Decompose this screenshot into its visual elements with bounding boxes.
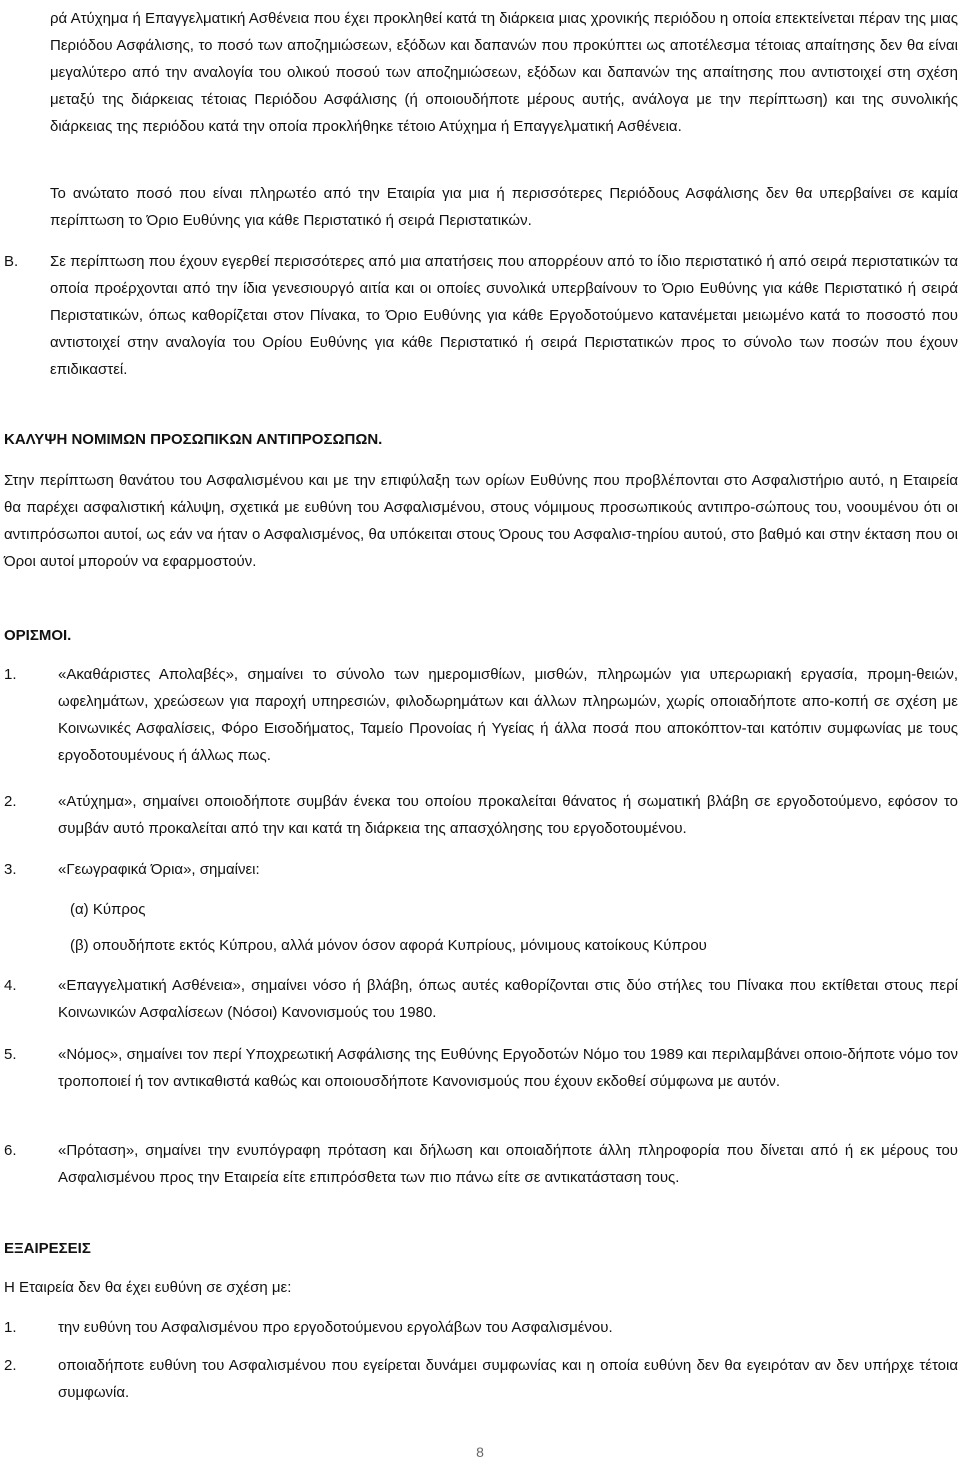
definition-number: 6. xyxy=(4,1142,17,1159)
definitions-heading: ΟΡΙΣΜΟΙ. xyxy=(4,627,72,644)
definition-number: 5. xyxy=(4,1046,17,1063)
exclusion-number: 2. xyxy=(4,1357,17,1374)
legal-reps-heading: ΚΑΛΥΨΗ ΝΟΜΙΜΩΝ ΠΡΟΣΩΠΙΚΩΝ ΑΝΤΙΠΡΟΣΩΠΩΝ. xyxy=(4,431,383,448)
section-b-label: Β. xyxy=(4,253,19,270)
definition-text: «Ακαθάριστες Απολαβές», σημαίνει το σύνολο των ημερομισθίων, μισθών, πληρωμών για υπερωριακή εργασία, προμη-θειών, ωφελημάτων, χρεώσεων για παροχή υπηρεσιών, φιλοδωρημάτων και άλλων πληρωμών, χωρίς οποιαδήποτε απο-κοπή σε σχέση με Κοινωνικές Ασφαλίσεις, Φόρο Εισοδήματος, Ταμείο Προνοίας ή Υγείας ή άλλα ποσά που αποκόπτον-ται κατόπιν συμφωνίας με τους εργοδοτουμένους ή άλλως πως. xyxy=(58,666,958,764)
definition-text: «Επαγγελματική Ασθένεια», σημαίνει νόσο ή βλάβη, όπως αυτές καθορίζονται στις δύο στήλες του Πίνακα που εκτίθεται στους περί Κοινωνικών Ασφαλίσεων (Νόσοι) Κανονισμούς του 1980. xyxy=(58,977,958,1021)
intro-paragraph-1: ρά Ατύχημα ή Επαγγελματική Ασθένεια που έχει προκληθεί κατά τη διάρκεια μιας χρονικής περιόδου η οποία επεκτείνεται πέραν της μιας Περιόδου Ασφάλισης, το ποσό των αποζημιώσεων, εξόδων και δαπανών που προκύπτει ως αποτέλεσμα τέτοιας απαίτησης δεν θα είναι μεγαλύτερο από την αναλογία του ολικού ποσού των αποζημιώσεων, εξόδων και δαπανών της απαίτησης που αντιστοιχεί στη σχέση μεταξύ της διάρκειας τέτοιας Περιόδου Ασφάλισης (ή οποιουδήποτε μέρους αυτής, ανάλογα με την περίπτωση) και της συνολικής διάρκειας της περιόδου κατά την οποία προκλήθηκε τέτοιο Ατύχημα ή Επαγγελματική Ασθένεια. xyxy=(50,10,958,135)
definition-text: «Γεωγραφικά Όρια», σημαίνει: xyxy=(58,861,260,878)
geo-limit-b: (β) οπουδήποτε εκτός Κύπρου, αλλά μόνον όσον αφορά Κυπρίους, μόνιμους κατοίκους Κύπρου xyxy=(70,937,707,954)
definition-text: «Ατύχημα», σημαίνει οποιοδήποτε συμβάν ένεκα του οποίου προκαλείται θάνατος ή σωματική βλάβη σε εργοδοτούμενο, εφόσον το συμβάν αυτό προκαλείται από την και κατά τη διάρκεια της απασχόλησης του εργοδοτουμένου. xyxy=(58,793,958,837)
exclusion-text: την ευθύνη του Ασφαλισμένου προ εργοδοτούμενου εργολάβων του Ασφαλισμένου. xyxy=(58,1319,613,1336)
definition-text: «Νόμος», σημαίνει τον περί Υποχρεωτική Ασφάλισης της Ευθύνης Εργοδοτών Νόμο του 1989 και περιλαμβάνει οποιο-δήποτε νόμο τον τροποποιεί ή τον αντικαθιστά καθώς και οποιουσδήποτε Κανονισμούς που έχουν εκδοθεί σύμφωνα με αυτόν. xyxy=(58,1046,958,1090)
exclusions-heading: ΕΞΑΙΡΕΣΕΙΣ xyxy=(4,1240,91,1257)
exclusion-number: 1. xyxy=(4,1319,17,1336)
legal-reps-paragraph: Στην περίπτωση θανάτου του Ασφαλισμένου και με την επιφύλαξη των ορίων Ευθύνης που προβλέπονται στο Ασφαλιστήριο αυτό, η Εταιρεία θα παρέχει ασφαλιστική κάλυψη, σχετικά με ευθύνη του Ασφαλισμένου, στους νόμιμους προσωπικούς αντιπρο-σώπους του, νοουμένου ότι οι αντιπρόσωποι αυτοί, ως εάν να ήταν ο Ασφαλισμένος, θα υπόκειται στους Όρους του Ασφαλισ-τηρίου αυτού, στο βαθμό και στην έκταση που οι Όροι αυτοί μπορούν να εφαρμοστούν. xyxy=(4,472,958,570)
definition-number: 3. xyxy=(4,861,17,878)
definition-number: 4. xyxy=(4,977,17,994)
geo-limit-a: (α) Κύπρος xyxy=(70,901,146,918)
section-b-paragraph: Σε περίπτωση που έχουν εγερθεί περισσότερες από μια απατήσεις που απορρέουν από το ίδιο περιστατικό ή από σειρά περιστατικών τα οποία προέρχονται από την ίδια γενεσιουργό αιτία και οι οποίες συνολικά υπερβαίνουν το Όριο Ευθύνης για κάθε Περιστατικό ή σειρά Περιστατικών, όπως καθορίζεται στον Πίνακα, το Όριο Ευθύνης για κάθε Εργοδοτούμενο κατανέμεται μειωμένο κατά το ποσοστό που αντιστοιχεί στην αναλογία του Ορίου Ευθύνης για κάθε Περιστατικό ή σειρά Περιστατικών προς το σύνολο των ποσών που έχουν επιδικαστεί. xyxy=(50,253,958,378)
intro-paragraph-2: Το ανώτατο ποσό που είναι πληρωτέο από την Εταιρία για μια ή περισσότερες Περιόδους Ασφάλισης δεν θα υπερβαίνει σε καμία περίπτωση το Όριο Ευθύνης για κάθε Περιστατικό ή σειρά Περιστατικών. xyxy=(50,185,958,229)
exclusion-text: οποιαδήποτε ευθύνη του Ασφαλισμένου που εγείρεται δυνάμει συμφωνίας και η οποία ευθύνη δεν θα εγειρόταν αν δεν υπήρχε τέτοια συμφωνία. xyxy=(58,1357,958,1401)
definition-text: «Πρόταση», σημαίνει την ενυπόγραφη πρόταση και δήλωση και οποιαδήποτε άλλη πληροφορία που δίνεται από ή εκ μέρους του Ασφαλισμένου προς την Εταιρεία είτε επιπρόσθετα των πιο πάνω είτε σε αντικατάσταση τους. xyxy=(58,1142,958,1186)
exclusions-intro: Η Εταιρεία δεν θα έχει ευθύνη σε σχέση με: xyxy=(4,1279,292,1296)
page-number: 8 xyxy=(476,1444,484,1460)
definition-number: 2. xyxy=(4,793,17,810)
definition-number: 1. xyxy=(4,666,17,683)
